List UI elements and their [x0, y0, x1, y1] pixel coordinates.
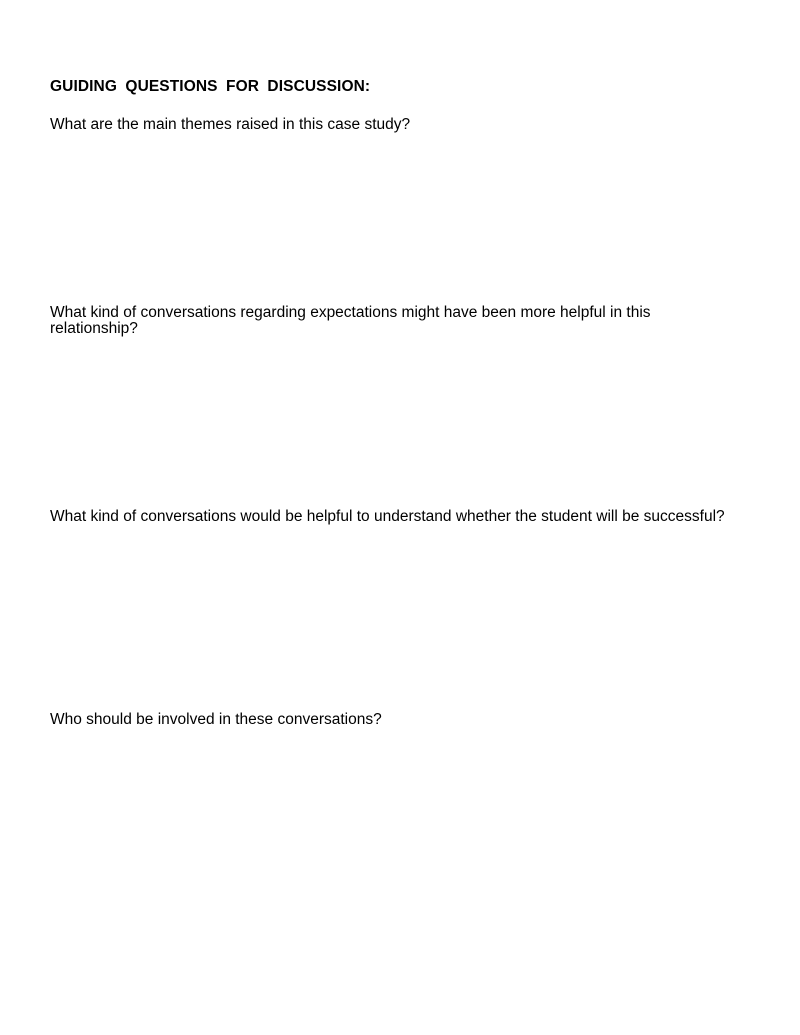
section-heading: GUIDING QUESTIONS FOR DISCUSSION: — [50, 78, 371, 95]
question-expectations-conversations: What kind of conversations regarding expectations might have been more helpful in this relationship? — [50, 304, 651, 337]
question-main-themes: What are the main themes raised in this case study? — [50, 116, 411, 133]
question-student-success-conversations: What kind of conversations would be helpful to understand whether the student will be successful? — [50, 508, 725, 525]
question-who-involved: Who should be involved in these conversations? — [50, 711, 382, 728]
